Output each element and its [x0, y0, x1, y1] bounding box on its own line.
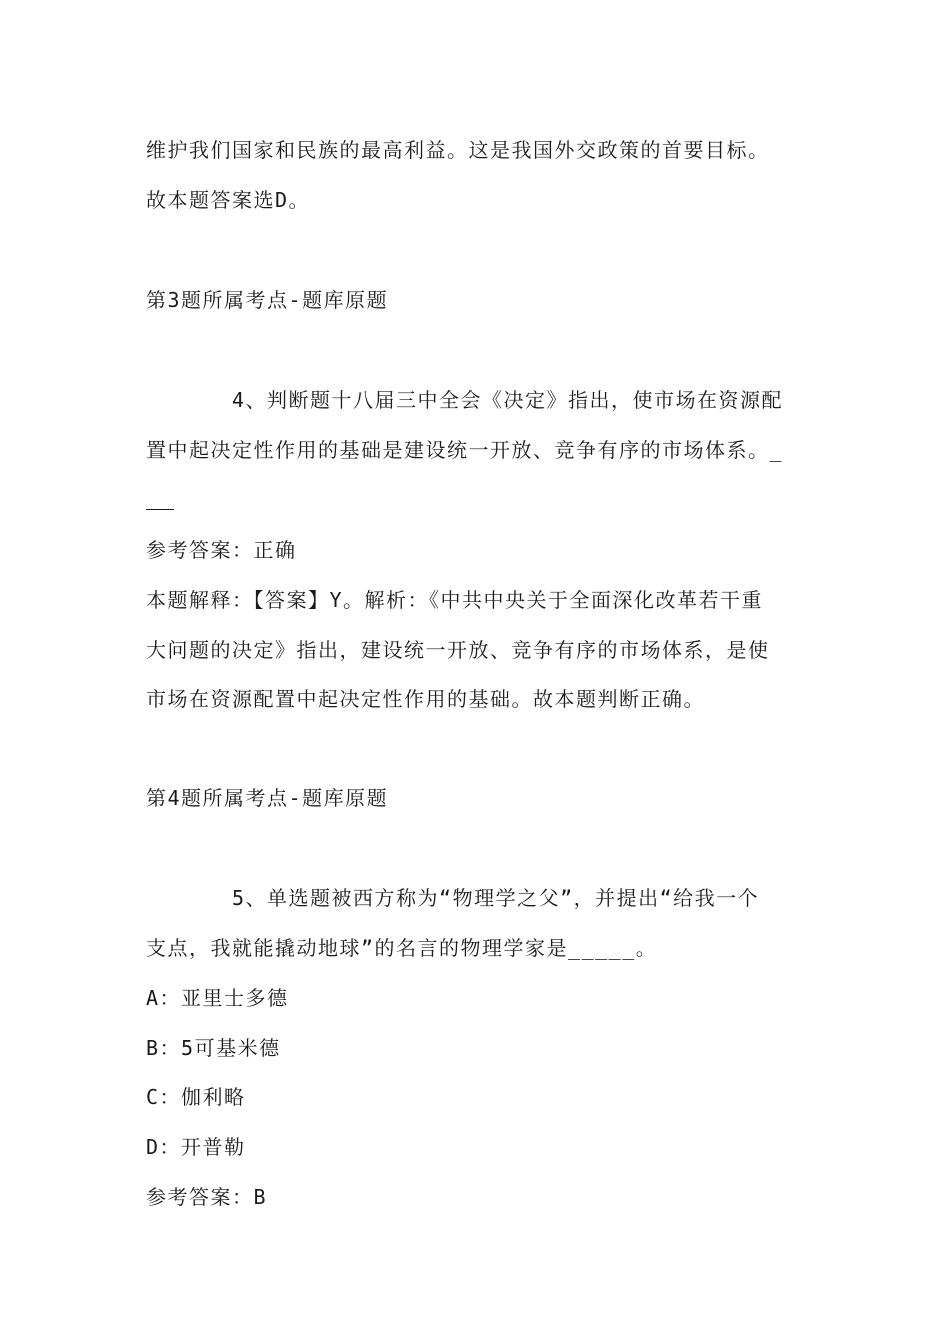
answer-blank: [146, 509, 174, 510]
option-b: B：5可基米德: [146, 1036, 281, 1060]
paragraph-line: 维护我们国家和民族的最高利益。这是我国外交政策的首要目标。: [146, 138, 770, 162]
option-d: D：开普勒: [146, 1135, 246, 1159]
option-a: A：亚里士多德: [146, 986, 289, 1010]
explanation-text: 大问题的决定》指出，建设统一开放、竞争有序的市场体系，是使: [146, 638, 770, 662]
reference-answer: 参考答案：B: [146, 1185, 268, 1209]
question-text: 置中起决定性作用的基础是建设统一开放、竞争有序的市场体系。_: [146, 438, 784, 462]
knowledge-point-heading: 第3题所属考点-题库原题: [146, 288, 389, 312]
option-c: C：伽利略: [146, 1085, 246, 1109]
knowledge-point-heading: 第4题所属考点-题库原题: [146, 786, 389, 810]
question-text: 4、判断题十八届三中全会《决定》指出，使市场在资源配: [232, 388, 784, 412]
question-text: 5、单选题被西方称为“物理学之父”，并提出“给我一个: [232, 886, 760, 910]
explanation-text: 本题解释：【答案】Y。解析：《中共中央关于全面深化改革若干重: [146, 588, 764, 612]
paragraph-line: 故本题答案选D。: [146, 188, 311, 212]
reference-answer: 参考答案：正确: [146, 538, 297, 562]
explanation-text: 市场在资源配置中起决定性作用的基础。故本题判断正确。: [146, 687, 705, 711]
question-text: 支点，我就能撬动地球”的名言的物理学家是_____。: [146, 936, 658, 960]
